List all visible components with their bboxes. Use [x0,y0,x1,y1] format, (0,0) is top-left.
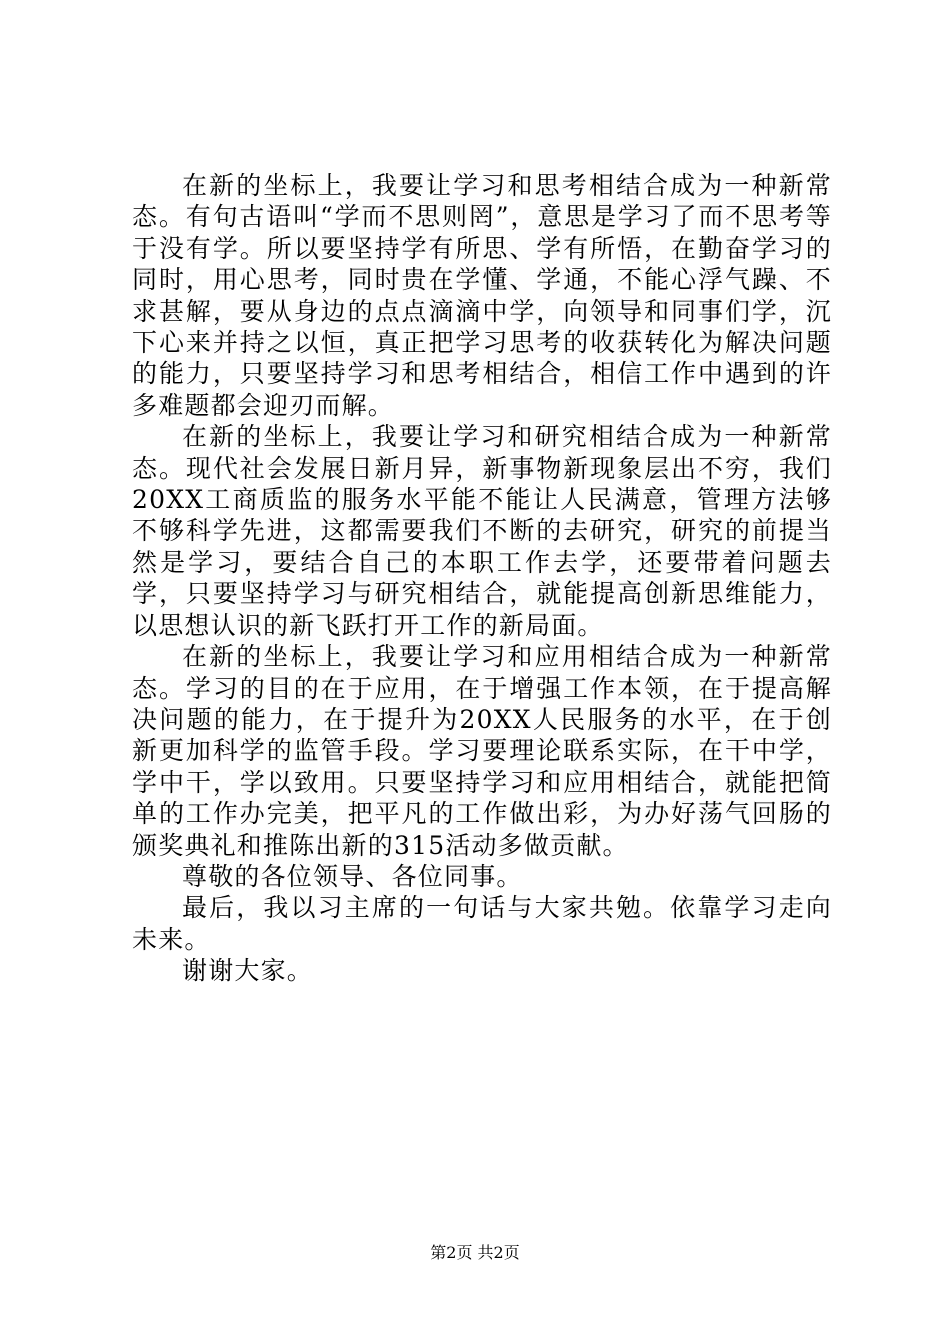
document-body [132,170,832,987]
paragraph-closing-quote: 最后，我以习主席的一句话与大家共勉。依靠学习走向未来。 [132,893,832,954]
paragraph-study-and-thinking: 在新的坐标上，我要让学习和思考相结合成为一种新常态。有句古语叫“学而不思则罔”，意思是学习了而不思考等于没有学。所以要坚持学有所思、学有所悟，在勤奋学习的同时，用心思考，同时贵在学懂、学通，不能心浮气躁、不求甚解，要从身边的点点滴滴中学，向领导和同事们学，沉下心来并持之以恒，真正把学习思考的收获转化为解决问题的能力，只要坚持学习和思考相结合，相信工作中遇到的许多难题都会迎刃而解。 [132,171,832,420]
paragraph-greeting: 尊敬的各位领导、各位同事。 [182,861,523,891]
paragraph-thanks: 谢谢大家。 [182,956,314,986]
page-number-footer: 第2页 共2页 [430,1243,520,1262]
paragraph-study-and-research: 在新的坐标上，我要让学习和研究相结合成为一种新常态。现代社会发展日新月异，新事物新现象层出不穷，我们20XX工商质监的服务水平能不能让人民满意，管理方法够不够科学先进，这都需要我们不断的去研究，研究的前提当然是学习，要结合自己的本职工作去学，还要带着问题去学，只要坚持学习与研究相结合，就能提高创新思维能力，以思想认识的新飞跃打开工作的新局面。 [132,422,832,640]
paragraph-study-and-application: 在新的坐标上，我要让学习和应用相结合成为一种新常态。学习的目的在于应用，在于增强工作本领，在于提高解决问题的能力，在于提升为20XX人民服务的水平，在于创新更加科学的监管手段。学习要理论联系实际，在干中学，学中干，学以致用。只要坚持学习和应用相结合，就能把简单的工作办完美，把平凡的工作做出彩，为办好荡气回肠的颁奖典礼和推陈出新的315活动多做贡献。 [132,642,832,860]
